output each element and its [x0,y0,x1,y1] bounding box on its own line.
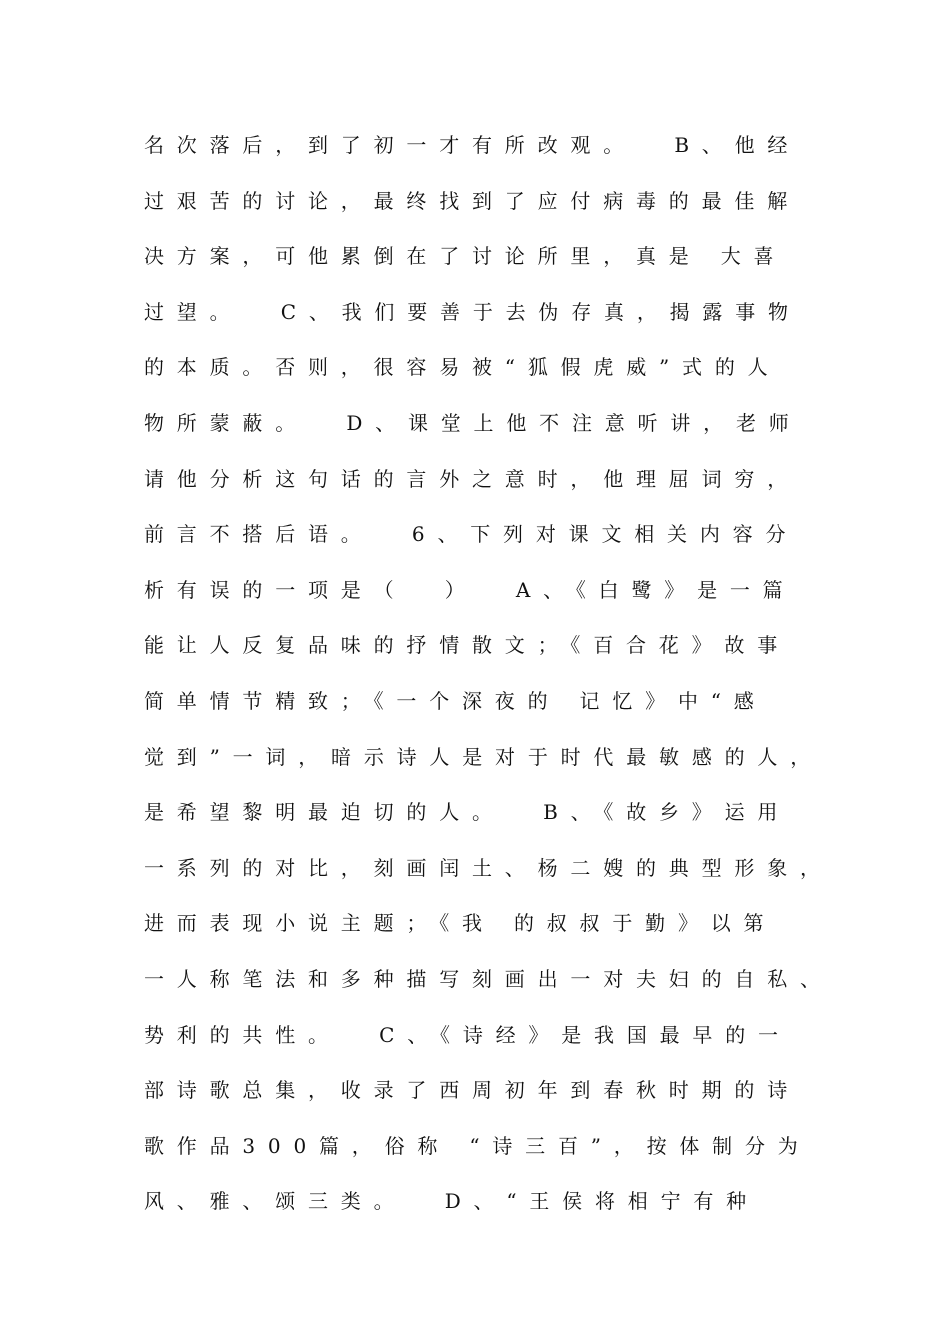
text-line: 过望。 C、我们要善于去伪存真，揭露事物 [144,299,801,324]
text-line: 能让人反复品味的抒情散文；《百合花》故事 [144,633,790,658]
text-line: 决方案，可他累倒在了讨论所里，真是 大喜 [144,244,787,269]
text-line: 部诗歌总集，收录了西周初年到春秋时期的诗 [144,1078,800,1103]
text-line: 简单情节精致；《一个深夜的 记忆》中“感 [144,688,767,713]
text-line: 前言不搭后语。 6、下列对课文相关内容分 [144,522,799,547]
text-line: 过艰苦的讨论，最终找到了应付病毒的最佳解 [144,188,800,213]
text-line: 物所蒙蔽。 D、课堂上他不注意听讲，老师 [144,410,802,435]
text-line: 风、雅、颂三类。 D、“王侯将相宁有种 [144,1189,759,1214]
text-line: 请他分析这句话的言外之意时，他理屈词穷， [144,466,800,491]
text-line: 一系列的对比，刻画闰土、杨二嫂的典型形象， [144,855,833,880]
text-line: 名次落后，到了初一才有所改观。 B、他经 [144,133,801,157]
text-line: 势利的共性。 C、《诗经》是我国最早的一 [144,1022,791,1047]
text-line: 析有误的一项是（ ） A、《白鹭》是一篇 [144,577,796,602]
text-line: 一人称笔法和多种描写刻画出一对夫妇的自私、 [144,966,833,991]
text-line: 觉到”一词，暗示诗人是对于时代最敏感的人， [144,744,824,769]
body-text [144,128,844,1240]
text-line: 进而表现小说主题；《我 的叔叔于勤》以第 [144,911,777,936]
text-line: 歌作品300篇，俗称 “诗三百”，按体制分为 [144,1133,811,1158]
text-line: 的本质。否则，很容易被“狐假虎威”式的人 [144,355,781,380]
text-line: 是希望黎明最迫切的人。 B、《故乡》运用 [144,800,791,825]
